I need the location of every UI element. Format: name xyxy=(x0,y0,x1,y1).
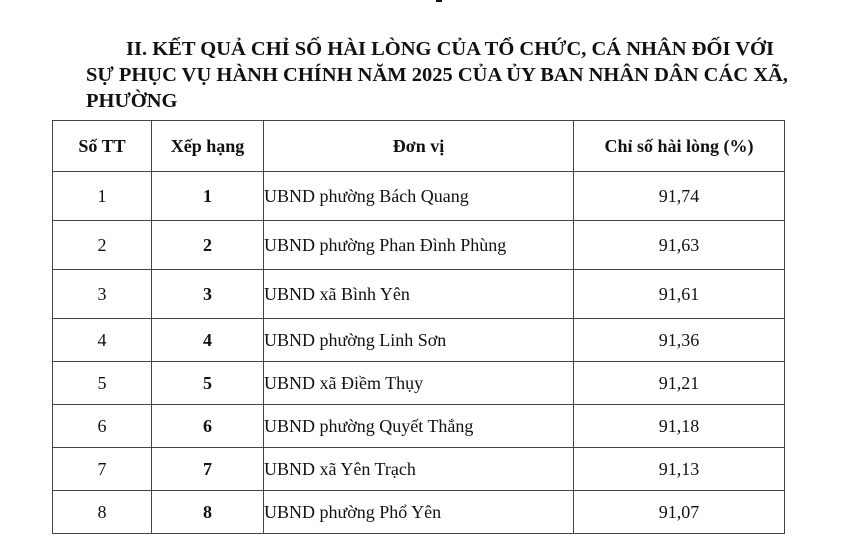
cell-stt: 4 xyxy=(53,319,152,362)
cell-rank: 2 xyxy=(152,221,264,270)
table-row xyxy=(53,448,785,491)
cell-unit: UBND phường Bách Quang xyxy=(264,172,574,221)
cell-rank: 5 xyxy=(152,362,264,405)
table-row xyxy=(53,221,785,270)
cell-rank: 8 xyxy=(152,491,264,534)
cell-score: 91,74 xyxy=(574,172,785,221)
cell-rank: 3 xyxy=(152,270,264,319)
table-row xyxy=(53,270,785,319)
header-stt: Số TT xyxy=(53,121,152,172)
cell-rank: 7 xyxy=(152,448,264,491)
satisfaction-results-table xyxy=(52,120,785,534)
cell-score: 91,61 xyxy=(574,270,785,319)
cell-unit: UBND phường Phan Đình Phùng xyxy=(264,221,574,270)
cell-score: 91,36 xyxy=(574,319,785,362)
header-score: Chỉ số hài lòng (%) xyxy=(574,121,785,172)
cell-rank: 6 xyxy=(152,405,264,448)
cell-score: 91,13 xyxy=(574,448,785,491)
header-rank: Xếp hạng xyxy=(152,121,264,172)
cell-stt: 1 xyxy=(53,172,152,221)
cell-score: 91,63 xyxy=(574,221,785,270)
cell-stt: 7 xyxy=(53,448,152,491)
cell-score: 91,21 xyxy=(574,362,785,405)
cell-score: 91,07 xyxy=(574,491,785,534)
cell-rank: 1 xyxy=(152,172,264,221)
table-row xyxy=(53,362,785,405)
cell-stt: 8 xyxy=(53,491,152,534)
table-row xyxy=(53,319,785,362)
cell-unit: UBND xã Yên Trạch xyxy=(264,448,574,491)
cell-stt: 3 xyxy=(53,270,152,319)
page-number-mark xyxy=(436,0,442,2)
cell-unit: UBND xã Điềm Thụy xyxy=(264,362,574,405)
cell-stt: 2 xyxy=(53,221,152,270)
cell-stt: 5 xyxy=(53,362,152,405)
cell-unit: UBND xã Bình Yên xyxy=(264,270,574,319)
section-heading: II. KẾT QUẢ CHỈ SỐ HÀI LÒNG CỦA TỔ CHỨC, CÁ NHÂN ĐỐI VỚI SỰ PHỤC VỤ HÀNH CHÍNH NĂM 2025 CỦA ỦY BAN NHÂN DÂN CÁC XÃ, PHƯỜNG xyxy=(86,38,788,112)
cell-unit: UBND phường Quyết Thắng xyxy=(264,405,574,448)
cell-unit: UBND phường Phổ Yên xyxy=(264,491,574,534)
cell-stt: 6 xyxy=(53,405,152,448)
table-row xyxy=(53,405,785,448)
table-header-row xyxy=(53,121,785,172)
table-row xyxy=(53,172,785,221)
cell-unit: UBND phường Linh Sơn xyxy=(264,319,574,362)
header-unit: Đơn vị xyxy=(264,121,574,172)
cell-score: 91,18 xyxy=(574,405,785,448)
table-row xyxy=(53,491,785,534)
cell-rank: 4 xyxy=(152,319,264,362)
